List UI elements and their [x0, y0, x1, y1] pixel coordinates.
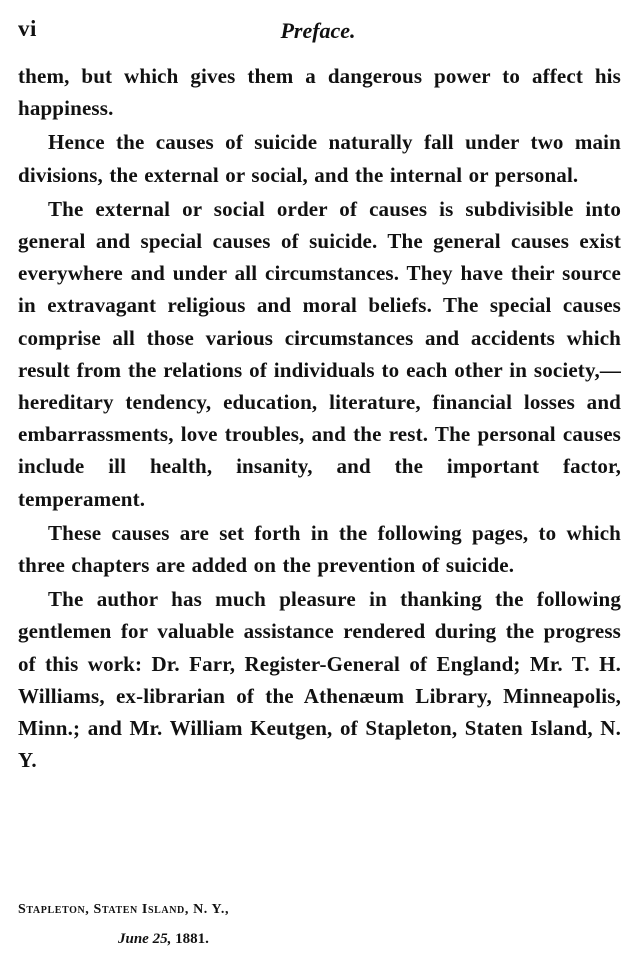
page-header [18, 14, 618, 48]
paragraph-acknowledgements: The author has much pleasure in thanking the following gentlemen for valuable assistance rendered during the progress of this work: Dr. Farr, Register-General of England; Mr. T. H. Williams, ex-librarian of the Athenæum Library, Minneapolis, Minn.; and Mr. William Keutgen, of Stapleton, Staten Island, N. Y. [18, 587, 621, 773]
paragraph-external-causes: The external or social order of causes is subdivisible into general and special causes of suicide. The general causes exist everywhere and under all circumstances. They have their source in extravagant religious and moral beliefs. The special causes comprise all those various circumstances and accidents which result from the relations of individuals to each other in society,—hereditary tendency, education, literature, financial losses and embarrassments, love troubles, and the rest. The personal causes include ill health, insanity, and the important factor, temperament. [18, 196, 621, 511]
running-title: Preface. [280, 18, 356, 43]
paragraph-chapters: These causes are set forth in the following pages, to which three chapters are added on the prevention of suicide. [18, 520, 621, 578]
preface-body [18, 60, 621, 778]
signature-block [18, 900, 618, 950]
signature-date-year: 1881. [175, 931, 209, 947]
paragraph-causes-divisions: Hence the causes of suicide naturally fall under two main divisions, the external or social, and the internal or personal. [18, 130, 621, 187]
page-number: vi [18, 16, 37, 41]
paragraph-continuation: them, but which gives them a dangerous power to affect his happiness. [18, 64, 621, 121]
signature-place: Stapleton, Staten Island, N. Y., [18, 902, 230, 917]
signature-date-day: June 25, [118, 931, 172, 947]
signature-date [118, 928, 618, 950]
